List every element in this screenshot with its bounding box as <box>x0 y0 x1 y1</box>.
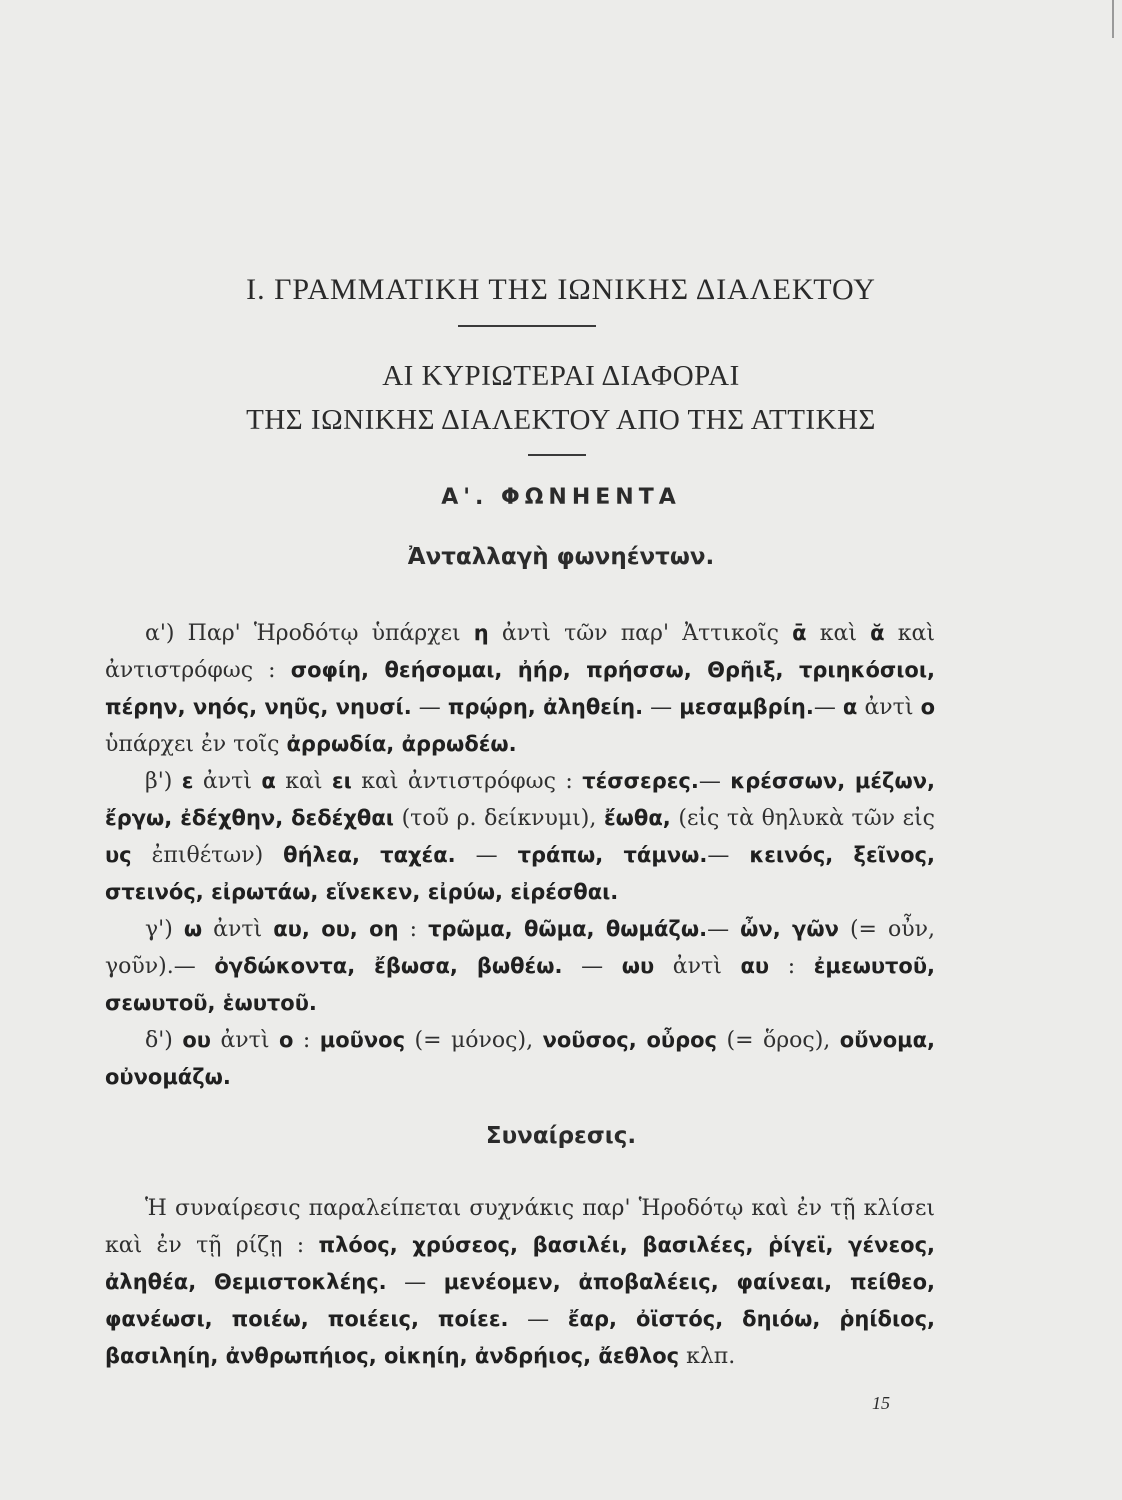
vowel-exchange-text <box>105 615 935 1096</box>
page-edge-line <box>1112 0 1114 38</box>
paragraph-gamma: γ') ω ἀντὶ αυ, ου, οη : τρῶμα, θῶμα, θωμάζω.— ὦν, γῶν (= οὖν, γοῦν).— ὀγδώκοντα, ἔβωσα, βωθέω. — ωυ ἀντὶ αυ : ἐμεωυτοῦ, σεωυτοῦ, ἑωυτοῦ. <box>105 917 936 1015</box>
contraction-text <box>105 1190 935 1375</box>
subtitle-line-1: ΑΙ ΚΥΡΙΩΤΕΡΑΙ ΔΙΑΦΟΡΑΙ <box>382 360 740 392</box>
paragraph-beta: β') ε ἀντὶ α καὶ ει καὶ ἀντιστρόφως : τέσσερες.— κρέσσων, μέζων, ἔργω, ἐδέχθην, δεδέχθαι (τοῦ ρ. δείκνυμι), ἔωθα, (εἰς τὰ θηλυκὰ τῶν εἰς υς ἐπιθέτων) θήλεα, ταχέα. — τράπω, τάμνω.— κεινός, ξεῖνος, στεινός, εἰρωτάω, εἵνεκεν, εἰρύω, εἰρέσθαι. <box>105 769 935 904</box>
paragraph-alpha: α') Παρ' Ἡροδότῳ ὑπάρχει η ἀντὶ τῶν παρ' Ἀττικοῖς ᾱ καὶ ᾰ καὶ ἀντιστρόφως : σοφίη, θεήσομαι, ἠήρ, πρήσσω, Θρῆιξ, τριηκόσιοι, πέρην, νηός, νηῦς, νηυσί. — πρῴρη, ἀληθείη. — μεσαμβρίη.— α ἀντὶ ο ὑπάρχει ἐν τοῖς ἀρρωδία, ἀρρωδέω. <box>105 621 936 757</box>
subsection-heading-contraction: Συναίρεσις. <box>485 1123 637 1149</box>
title-divider <box>458 325 596 327</box>
subsection-heading-vowel-exchange: Ἀνταλλαγὴ φωνηέντων. <box>407 544 715 570</box>
chapter-title: Ι. ΓΡΑΜΜΑΤΙΚΗ ΤΗΣ ΙΩΝΙΚΗΣ ΔΙΑΛΕΚΤΟΥ <box>246 273 876 306</box>
page-number: 15 <box>872 1393 890 1413</box>
subtitle-line-2: ΤΗΣ ΙΩΝΙΚΗΣ ΔΙΑΛΕΚΤΟΥ ΑΠΟ ΤΗΣ ΑΤΤΙΚΗΣ <box>246 404 876 436</box>
paragraph-contraction: Ἡ συναίρεσις παραλείπεται συχνάκις παρ' Ἡροδότῳ καὶ ἐν τῇ κλίσει καὶ ἐν τῇ ρίζῃ : πλόος, χρύσεος, βασιλέι, βασιλέες, ῥίγεϊ, γένεος, ἀληθέα, Θεμιστοκλέης. — μενέομεν, ἀποβαλέεις, φαίνεαι, πείθεο, φανέωσι, ποιέω, ποιέεις, ποίεε. — ἔαρ, ὀϊστός, δηιόω, ῥηίδιος, βασιληίη, ἀνθρωπήιος, οἰκηίη, ἀνδρήιος, ἄεθλος κλπ. <box>105 1196 936 1369</box>
subtitle-divider <box>528 454 586 456</box>
section-heading: Α'. ΦΩΝΗΕΝΤΑ <box>441 485 681 510</box>
paragraph-delta: δ') ου ἀντὶ ο : μοῦνος (= μόνος), νοῦσος, οὖρος (= ὅρος), οὔνομα, οὐνομάζω. <box>105 1028 935 1089</box>
